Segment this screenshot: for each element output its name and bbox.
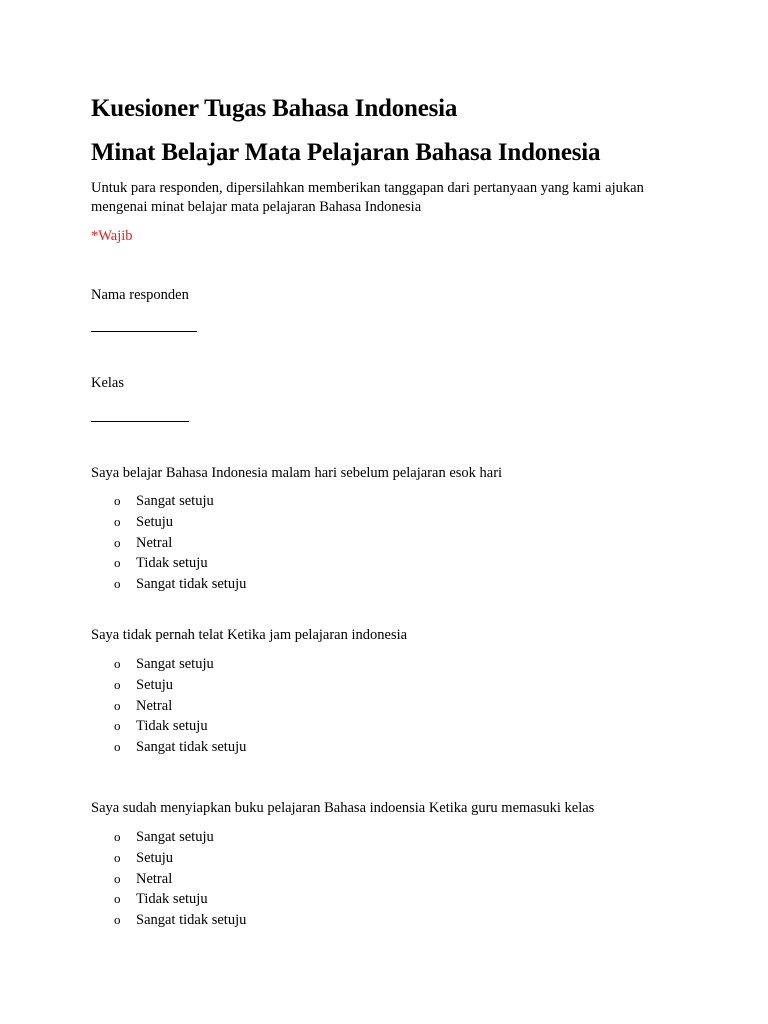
option-label: Tidak setuju xyxy=(136,718,208,735)
option-item[interactable] xyxy=(91,553,246,574)
option-item[interactable] xyxy=(91,675,246,696)
question-3-options xyxy=(91,827,246,931)
option-label: Setuju xyxy=(136,513,174,530)
question-1-text: Saya belajar Bahasa Indonesia malam hari sebelum pelajaran esok hari xyxy=(91,465,503,481)
option-item[interactable] xyxy=(91,574,246,595)
circle-bullet-icon: o xyxy=(114,849,121,865)
option-item[interactable] xyxy=(91,827,246,848)
circle-bullet-icon: o xyxy=(114,534,121,550)
document-subtitle: Minat Belajar Mata Pelajaran Bahasa Indonesia xyxy=(91,139,601,166)
circle-bullet-icon: o xyxy=(114,912,121,927)
question-2-options xyxy=(91,654,246,758)
question-2-text: Saya tidak pernah telat Ketika jam pelajaran indonesia xyxy=(91,627,408,643)
circle-bullet-icon: o xyxy=(114,739,121,754)
option-label: Tidak setuju xyxy=(136,555,208,572)
option-label: Sangat setuju xyxy=(136,656,214,672)
option-label: Setuju xyxy=(136,849,174,866)
option-item[interactable] xyxy=(91,848,246,869)
required-note: *Wajib xyxy=(91,228,133,244)
circle-bullet-icon: o xyxy=(114,493,121,508)
option-item[interactable] xyxy=(91,491,246,512)
option-item[interactable] xyxy=(91,696,246,717)
circle-bullet-icon: o xyxy=(114,576,121,591)
name-field-label: Nama responden xyxy=(91,287,189,303)
circle-bullet-icon: o xyxy=(114,870,121,886)
name-field-blank-line[interactable] xyxy=(91,331,197,332)
circle-bullet-icon: o xyxy=(114,513,121,529)
option-label: Sangat setuju xyxy=(136,829,214,845)
option-item[interactable] xyxy=(91,512,246,533)
option-label: Netral xyxy=(136,870,173,887)
option-item[interactable] xyxy=(91,716,246,737)
option-item[interactable] xyxy=(91,910,246,931)
option-label: Sangat setuju xyxy=(136,493,214,509)
circle-bullet-icon: o xyxy=(114,555,121,571)
class-field-label: Kelas xyxy=(91,375,125,391)
option-item[interactable] xyxy=(91,869,246,890)
option-label: Sangat tidak setuju xyxy=(136,912,247,928)
option-item[interactable] xyxy=(91,889,246,910)
option-label: Sangat tidak setuju xyxy=(136,576,247,592)
circle-bullet-icon: o xyxy=(114,891,121,907)
class-field-blank-line[interactable] xyxy=(91,421,189,422)
intro-text: Untuk para responden, dipersilahkan memberikan tanggapan dari pertanyaan yang kami ajukan mengenai minat belajar mata pelajaran Bahasa Indonesia xyxy=(91,180,644,215)
circle-bullet-icon: o xyxy=(114,656,121,671)
option-label: Netral xyxy=(136,534,173,551)
option-label: Tidak setuju xyxy=(136,891,208,908)
option-label: Setuju xyxy=(136,676,174,693)
option-item[interactable] xyxy=(91,654,246,675)
question-1-options xyxy=(91,491,246,595)
circle-bullet-icon: o xyxy=(114,718,121,734)
option-label: Netral xyxy=(136,697,173,714)
option-item[interactable] xyxy=(91,737,246,758)
document-title: Kuesioner Tugas Bahasa Indonesia xyxy=(91,95,458,122)
circle-bullet-icon: o xyxy=(114,829,121,844)
option-item[interactable] xyxy=(91,533,246,554)
circle-bullet-icon: o xyxy=(114,697,121,713)
option-label: Sangat tidak setuju xyxy=(136,739,247,755)
circle-bullet-icon: o xyxy=(114,676,121,692)
question-3-text: Saya sudah menyiapkan buku pelajaran Bahasa indoensia Ketika guru memasuki kelas xyxy=(91,800,595,816)
